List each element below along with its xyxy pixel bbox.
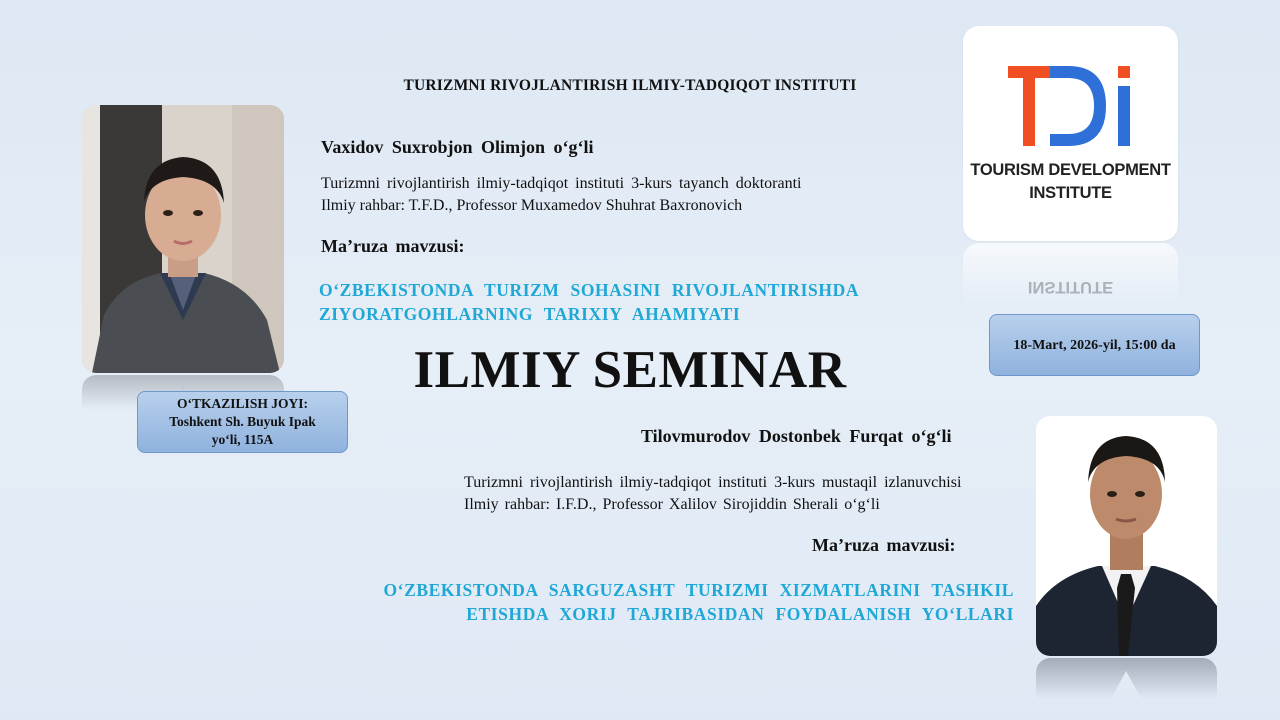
logo-text-line2: INSTITUTE bbox=[1029, 184, 1112, 202]
logo-reflection bbox=[963, 243, 1178, 303]
venue-address-line2: yo‘li, 115A bbox=[211, 432, 274, 447]
tdi-logo-mark-icon bbox=[1008, 66, 1136, 148]
speaker2-topic-label: Ma’ruza mavzusi: bbox=[812, 535, 956, 555]
speaker1-topic-line2: ZIYORATGOHLARNING TARIXIY AHAMIYATI bbox=[319, 304, 741, 324]
speaker1-topic-label: Ma’ruza mavzusi: bbox=[321, 236, 465, 256]
venue-box bbox=[137, 391, 348, 453]
speaker1-name: Vaxidov Suxrobjon Olimjon o‘g‘li bbox=[321, 137, 594, 157]
speaker1-supervisor: Ilmiy rahbar: T.F.D., Professor Muxamedov Shuhrat Baxronovich bbox=[321, 197, 743, 214]
speaker2-topic bbox=[300, 578, 1014, 626]
speaker2-name: Tilovmurodov Dostonbek Furqat o‘g‘li bbox=[641, 426, 952, 446]
date-box: 18-Mart, 2026-yil, 15:00 da bbox=[989, 314, 1200, 376]
institute-logo bbox=[963, 26, 1178, 241]
logo-reflection-text: INSTITUTE bbox=[1027, 278, 1114, 296]
speaker1-affiliation: Turizmni rivojlantirish ilmiy-tadqiqot instituti 3-kurs tayanch doktoranti bbox=[321, 175, 802, 192]
speaker1-photo bbox=[82, 105, 284, 373]
speaker1-topic bbox=[319, 278, 859, 326]
institute-header: TURIZMNI RIVOJLANTIRISH ILMIY-TADQIQOT INSTITUTI bbox=[403, 77, 857, 94]
speaker2-affiliation: Turizmni rivojlantirish ilmiy-tadqiqot instituti 3-kurs mustaqil izlanuvchisi bbox=[464, 474, 962, 491]
logo-text-line1: TOURISM DEVELOPMENT bbox=[970, 161, 1171, 179]
speaker2-topic-line1: O‘ZBEKISTONDA SARGUZASHT TURIZMI XIZMATLARINI TASHKIL bbox=[383, 580, 1014, 600]
speaker2-photo bbox=[1036, 416, 1217, 656]
speaker2-photo-reflection bbox=[1036, 658, 1217, 716]
speaker2-supervisor: Ilmiy rahbar: I.F.D., Professor Xalilov Sirojiddin Sherali o‘g‘li bbox=[464, 496, 880, 513]
venue-label: O‘TKAZILISH JOYI: bbox=[177, 396, 308, 411]
seminar-title: ILMIY SEMINAR bbox=[413, 341, 847, 399]
speaker2-topic-line2: ETISHDA XORIJ TAJRIBASIDAN FOYDALANISH YO‘LLARI bbox=[466, 604, 1014, 624]
speaker1-topic-line1: O‘ZBEKISTONDA TURIZM SOHASINI RIVOJLANTIRISHDA bbox=[319, 280, 860, 300]
venue-address-line1: Toshkent Sh. Buyuk Ipak bbox=[169, 414, 316, 429]
